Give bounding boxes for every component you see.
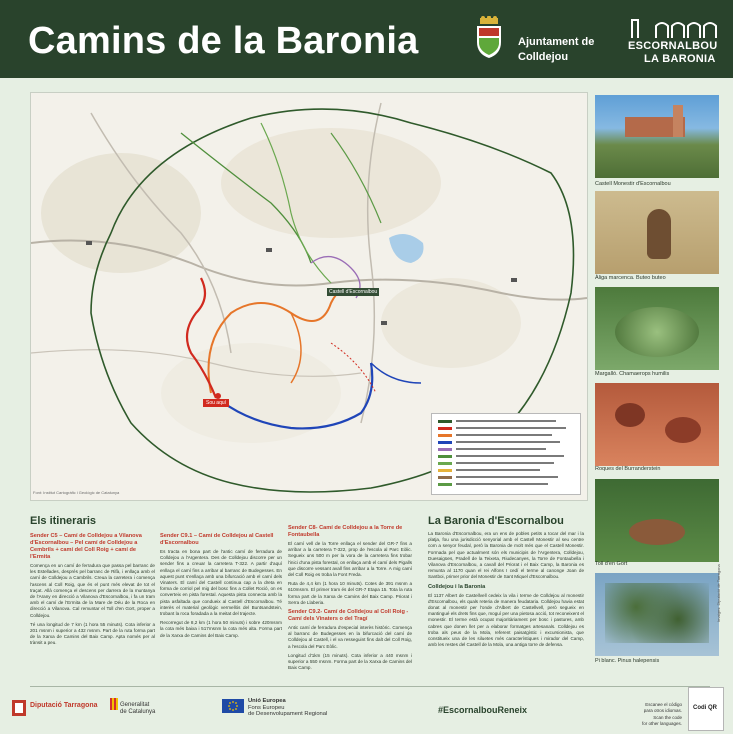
generalitat-line1: Generalitat	[120, 702, 150, 708]
legend-swatch	[438, 476, 452, 479]
itinerary-c91-length: Recorregut de 8,2 km (1 hora 50 minuts) i sobre 420msnm la cota més baixa i 517msnm la cota més alta. Forma part de la Xarxa de Camins del Baix Camp.	[160, 620, 282, 638]
generalitat-line2: de Catalunya	[120, 709, 156, 715]
photo-caption: Àliga marcenca. Buteo buteo	[595, 275, 666, 281]
map-legend	[431, 413, 581, 495]
legend-swatch	[438, 427, 452, 430]
escornalbou-logo	[626, 16, 718, 64]
itinerary-c5-body: Comença en un camí de ferradura que passa pel barranc de les Estellades, després pel barranc de Rifà, i enllaça amb el camí de Colldejou a Cambrils. Creua la carretera i comença l'ascens al Coll Roig, que és el punt més elevat de tot el traçat. Allà comença el descens per darrera de la muntanya de l'Arany en direcció a Vilanova d'Escornalbou, i fa un tram amb el camí de l'Ermita de la Mare de Déu de la Roca en direcció a Vilanova. Cal remuntar el Toll d'en Gort, proper a Colldejou.	[30, 563, 155, 618]
itinerary-c92-body: Antic camí de ferradura d'especial interès històric. Comença al barranc de Budegesses en la bifurcació del camí de Colldejou al Castell, i el va resseguint fins dalt del Coll Roig, a l'escola del Parc Eòlic.	[288, 625, 412, 649]
baronia-subheading: Colldejou i la Baronia	[428, 583, 486, 590]
itinerary-c5-length: Té una longitud de 7 km (1 hora 55 minuts). Cota inferior a 201 msnm i superior a 432 msnm. Part de la ruta forma part de la Xarxa de Camins del Baix Camp. Apta només per al trànsit a peu.	[30, 621, 155, 646]
itinerary-c92-title: Sender C9.2- Camí de Colldejou al Coll Roig - Camí dels Vinaters o del Tragí	[288, 609, 409, 623]
legend-swatch	[438, 469, 452, 472]
legend-text	[456, 420, 556, 422]
ajuntament-line1: Ajuntament de	[518, 36, 595, 48]
route-map[interactable]	[30, 92, 588, 501]
rocks-photo	[595, 383, 719, 466]
scan-en-line2: for other languages.	[641, 720, 682, 726]
itinerary-c5	[30, 533, 155, 650]
itinerary-c91-title: Sender C9.1 – Camí de Colldejou al Castell d'Escornalbou	[160, 533, 274, 546]
legend-swatch	[438, 455, 452, 458]
header-banner	[0, 0, 733, 78]
photo-caption: Margalló. Chamaerops humilis	[595, 371, 670, 377]
itinerary-c8-body: El camí vell de la Torre enllaça el sender del GR-7 fins a arribar a la carretera T-322, prop de l'escola al Parc Eòlic. Segueix uns 500 m per la vora de la carretera fins trobar l'inici d'una pista forestal, on enllaça amb el camí dels Pigalls que discorre vessant avall fins arribar a la Torre. A mig camí del Coll Roig es troba la Font Freda.	[288, 541, 412, 578]
photo-caption: Roques del Burranderstein	[595, 466, 661, 472]
legend-text	[456, 427, 566, 429]
village-marker	[86, 241, 92, 245]
eu-label	[248, 698, 327, 718]
itineraris-heading: Els itineraris	[30, 515, 97, 527]
baronia-heading: La Baronia d'Escornalbou	[428, 515, 564, 527]
hashtag-label: #EscornalbouReneix	[438, 705, 528, 715]
eu-line1: Unió Europea	[248, 698, 286, 704]
itinerary-c5-title: Sender C5 – Camí de Colldejou a Vilanova d'Escornalbou – Pel camí de Colldejou a Cembrils + camí del Coll Roig + camí de l'Ermita	[30, 533, 142, 560]
scan-es-line1: Escanee el código	[645, 702, 682, 707]
qr-code[interactable]	[688, 687, 724, 731]
logo-text-line1: ESCORNALBOU	[628, 40, 718, 52]
photo-caption: Toll d'en Gort	[595, 561, 628, 567]
scan-en-line1: Scan the code	[653, 715, 682, 720]
itinerary-c91	[160, 533, 282, 642]
pine-photo	[595, 573, 719, 656]
castle-photo	[595, 95, 719, 178]
pool-photo	[595, 479, 719, 562]
legend-swatch	[438, 441, 452, 444]
eagle-photo	[595, 191, 719, 274]
legend-swatch	[438, 462, 452, 465]
legend-text	[456, 441, 560, 443]
itinerary-c8-length: Ruta de 4,4 km (1 hora 10 minuts). Cotes de 391 msnm a 610msnm. El primer tram és del GR-7 Etapa 15. Tota la ruta forma part de la Xarxa de Camins del Baix Camp. Priorat i Serra de Llaberia.	[288, 581, 412, 605]
generalitat-flag-icon	[110, 698, 118, 710]
legend-swatch	[438, 434, 452, 437]
legend-text	[456, 448, 546, 450]
itinerary-c8	[288, 525, 412, 674]
legend-text	[456, 469, 540, 471]
photo-caption: Castell Monestir d'Escornalbou	[595, 181, 671, 187]
baronia-paragraph-2: El 1137 Albert de Castellvell cedeix la vila i terme de Colldejou al monestir d'Escornalbou, els quals reteria de manera feudataria. Colldejou havia estat donat al monestir per l'onde d'Albert de Castellvell, però segueix en mantingué els drets fins que, moguí per una pietosa acció, tot reconeixent el monestir. El terme està ocupat majoritàriament per bosc i pastures, amb cabres que donen llet per a elaborar formatges artesanals. Colldejou es troba als peus de la Mola, referent paisatgístic i excursionista, que constitueix una de les siluetes més característiques i mirador del Camp, amb les restes del Castell de la Mola, una antiga torre de defensa.	[428, 592, 584, 648]
ajuntament-line2: Colldejou	[518, 51, 569, 63]
reservoir-shape	[389, 234, 424, 263]
generalitat-label	[120, 702, 155, 716]
start-label: Sou aquí	[203, 399, 229, 407]
photo-credit: Imatges: Diputació de Tarragona	[716, 564, 721, 622]
legend-text	[456, 483, 548, 485]
castle-label: Castell d'Escornalbou	[329, 289, 378, 295]
eu-flag-icon	[222, 699, 244, 713]
legend-swatch	[438, 448, 452, 451]
baronia-text	[428, 531, 584, 651]
qr-label: Codi QR	[693, 705, 717, 711]
map-credit: Font: Institut Cartogràfic i Geològic de Catalunya	[33, 490, 120, 495]
village-marker	[266, 248, 272, 252]
photo-caption: Pi blanc. Pinus halepensis	[595, 658, 660, 664]
itinerary-c91-body: Es tracta en bona part de l'antic camí de ferradura de Colldejou a l'Argentera. Des de Colldejou discorre per un sender fins a creuar la carretera T-322. A partir d'aquí enllaça el camí fins a arribar al barranc de Budegesses. En aquest punt s'enllaça amb una bifurcació amb el camí dels Vinaters. El camí del Castell continua cap a la dreta en forma de corriol pel mig del bosc fins a Collet Roció, on es converteix en pista forestal. Aquesta pista connecta amb la pista asfaltada que condueix al Castell d'Escornalbou. Té interès el material geològic vermellós del Buntsandstein, trobant la roca foradada a la meitat del trajecte.	[160, 549, 282, 617]
eu-stars-icon	[222, 699, 244, 713]
colldejou-shield-icon	[474, 16, 504, 60]
footer-bar	[0, 690, 733, 734]
baronia-paragraph-1: La Baronia d'Escornalbou, era un ens de pobles petits a tocar del mar i la platja, fou una jurisdicció senyorial amb el Castell Monestir al seu centre com a senyor feudal, però la Baronia de molt més que el Castell Monestir. Formada pel que actualment són els municipis de l'Argentera, Colldejou, Duesaigües, Pradell de la Teixeta, Riudecanyes, la Torre de Fontaubella i Vilanova d'Escornalbou, a cavall del Priorat i el Baix Camp, la Baronia es remunta al 1170 quan el rei Alfons I cedí el terme al canonge Joan de Santboi, primer prior del Monestir de Sant Miquel d'Escornalbou.	[428, 531, 584, 580]
diputacio-logo-icon	[12, 700, 26, 716]
eu-line3: de Desenvolupament Regional	[248, 711, 328, 718]
palm-photo	[595, 287, 719, 370]
terrain-patch	[381, 278, 521, 368]
legend-text	[456, 476, 558, 478]
legend-swatch	[438, 483, 452, 486]
village-marker	[511, 278, 517, 282]
itinerary-c92-length: Longitud d'1km (15 minuts). Cota inferior a 440 msnm i superior a 550 msnm. Forma part de la Xarxa de Camins del Baix Camp.	[288, 652, 412, 671]
legend-text	[456, 462, 554, 464]
terrain-patch	[221, 128, 441, 238]
page-title: Camins de la Baronia	[28, 20, 419, 62]
ajuntament-label	[518, 35, 594, 65]
scan-es-line2: para otros idiomas.	[643, 707, 682, 713]
legend-text	[456, 455, 564, 457]
logo-text-line2: LA BARONIA	[644, 53, 716, 65]
legend-swatch	[438, 420, 452, 423]
legend-text	[456, 434, 552, 436]
castle-outline-icon	[626, 16, 718, 40]
scan-instructions	[612, 702, 682, 726]
footer-divider	[30, 686, 710, 687]
eu-line2: Fons Europeu	[248, 704, 285, 711]
route-blue-branch	[371, 363, 421, 383]
village-marker	[381, 321, 387, 325]
diputacio-label: Diputació Tarragona	[30, 702, 98, 709]
itinerary-c8-title: Sender C8- Camí de Colldejou a la Torre de Fontaubella	[288, 525, 403, 538]
